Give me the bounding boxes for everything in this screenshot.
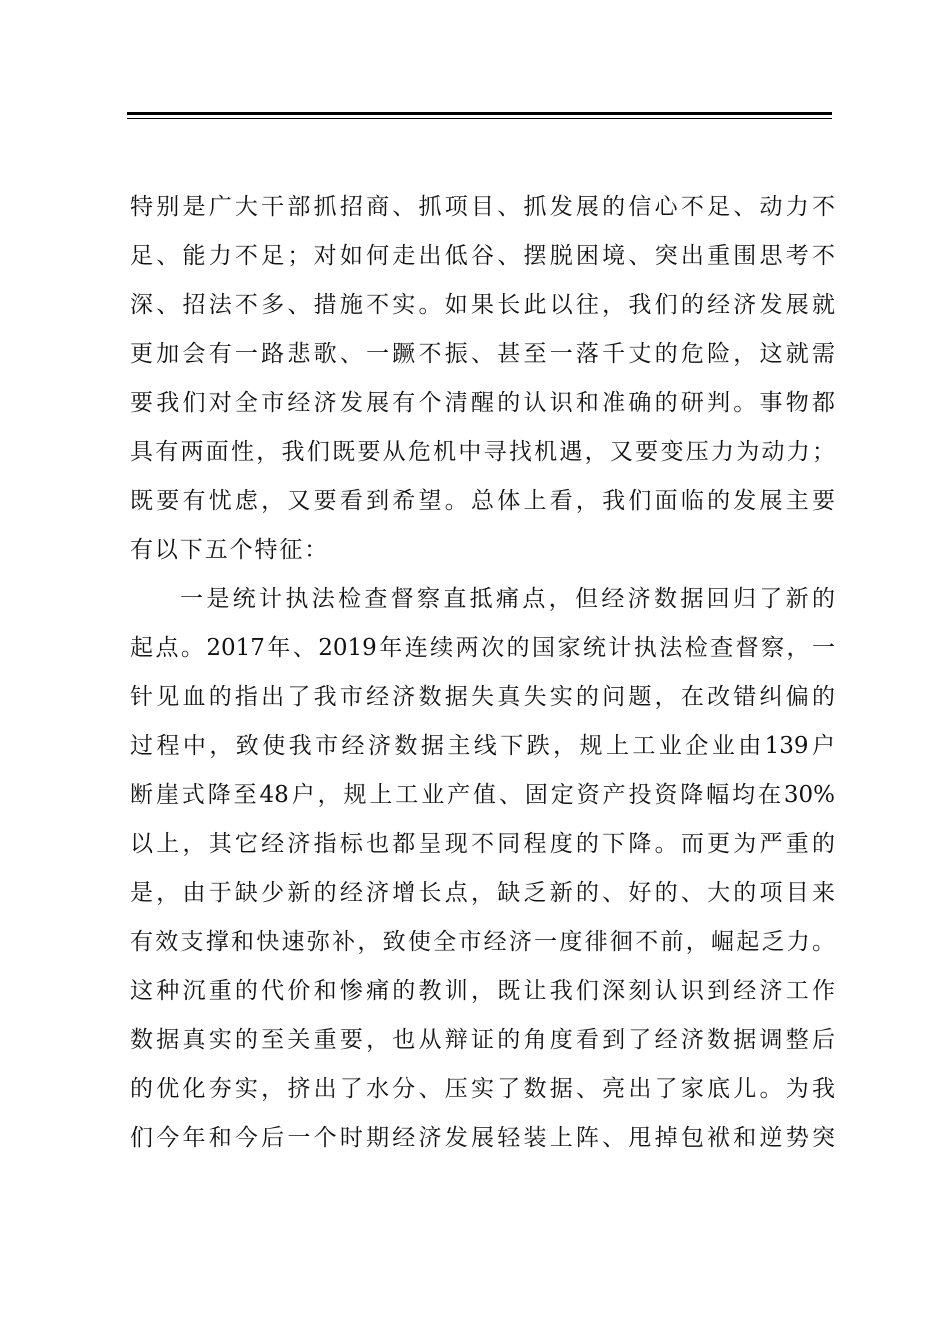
header-rule-thick: [127, 112, 832, 115]
text-line: 断崖式降至48户，规上工业产值、固定资产投资降幅均在30%: [130, 782, 835, 808]
document-body: [130, 183, 835, 1163]
header-double-rule: [127, 112, 832, 120]
text-line: 既要有忧虑，又要看到希望。总体上看，我们面临的发展主要: [130, 488, 835, 514]
text-line: 的优化夯实，挤出了水分、压实了数据、亮出了家底儿。为我: [130, 1076, 835, 1102]
text-line: 深、招法不多、措施不实。如果长此以往，我们的经济发展就: [130, 292, 835, 318]
text-line: 这种沉重的代价和惨痛的教训，既让我们深刻认识到经济工作: [130, 978, 835, 1004]
paragraph-1: [130, 183, 835, 575]
text-line: 具有两面性，我们既要从危机中寻找机遇，又要变压力为动力；: [130, 439, 835, 465]
text-line: 起点。2017年、2019年连续两次的国家统计执法检查督察，一: [130, 635, 835, 661]
text-line: 更加会有一路悲歌、一蹶不振、甚至一落千丈的危险，这就需: [130, 341, 835, 367]
text-line: 要我们对全市经济发展有个清醒的认识和准确的研判。事物都: [130, 390, 835, 416]
paragraph-2: [130, 575, 835, 1163]
text-line: 数据真实的至关重要，也从辩证的角度看到了经济数据调整后: [130, 1027, 835, 1053]
text-line: 过程中，致使我市经济数据主线下跌，规上工业企业由139户: [130, 733, 835, 759]
text-line: 是，由于缺少新的经济增长点，缺乏新的、好的、大的项目来: [130, 880, 835, 906]
text-line: 一是统计执法检查督察直抵痛点，但经济数据回归了新的: [180, 586, 835, 612]
text-line: 特别是广大干部抓招商、抓项目、抓发展的信心不足、动力不: [130, 194, 835, 220]
text-line: 有效支撑和快速弥补，致使全市经济一度徘徊不前，崛起乏力。: [130, 929, 835, 955]
text-line: 针见血的指出了我市经济数据失真失实的问题，在改错纠偏的: [130, 684, 835, 710]
text-line: 们今年和今后一个时期经济发展轻装上阵、甩掉包袱和逆势突: [130, 1125, 835, 1151]
text-line: 有以下五个特征：: [130, 537, 330, 563]
text-line: 以上，其它经济指标也都呈现不同程度的下降。而更为严重的: [130, 831, 835, 857]
header-rule-thin: [127, 118, 832, 119]
text-line: 足、能力不足；对如何走出低谷、摆脱困境、突出重围思考不: [130, 243, 835, 269]
